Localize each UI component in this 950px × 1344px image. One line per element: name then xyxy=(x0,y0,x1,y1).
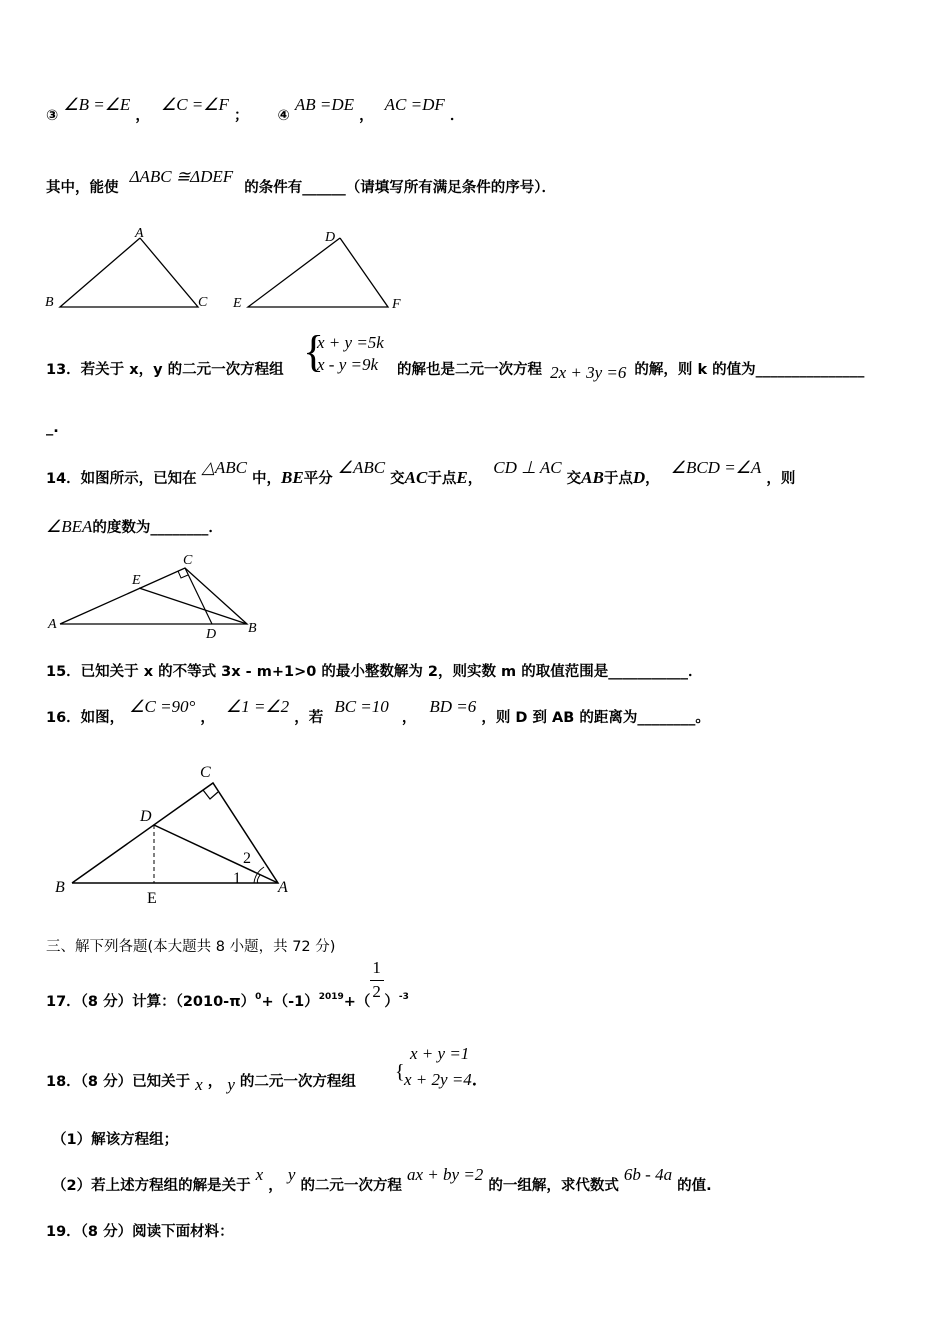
label-b: B xyxy=(248,621,257,636)
label-f: F xyxy=(392,297,401,312)
q14-angle-bcd: ∠BCD =∠A xyxy=(670,458,762,477)
label-1: 1 xyxy=(233,870,241,887)
label-b: B xyxy=(55,879,65,896)
q13-eq1: x + y =5k xyxy=(317,333,384,352)
q13-eq2: x - y =9k xyxy=(317,355,379,374)
figure-two-triangles xyxy=(40,225,420,320)
label-a: A xyxy=(135,226,144,241)
q12-pre: 其中，能使 xyxy=(46,180,119,196)
q14-perp: CD ⊥ AC xyxy=(493,458,562,477)
label-c: C xyxy=(200,764,211,781)
q13-system xyxy=(317,332,384,376)
circled-4: ④ xyxy=(277,108,290,124)
q14-ac: AC xyxy=(404,468,428,487)
q17-exp0: 0 xyxy=(255,992,262,1002)
q14-line2 xyxy=(46,516,223,537)
period: ． xyxy=(449,108,465,124)
q18-p2-pre: （2）若上述方程组的解是关于 xyxy=(52,1178,251,1194)
label-d: D xyxy=(140,808,152,825)
q18-p2-y: y xyxy=(287,1165,296,1184)
figure-q16-triangle xyxy=(50,755,310,915)
q17 xyxy=(46,958,409,1011)
q16-bd: BD =6 xyxy=(429,697,477,716)
q16-angles: ∠1 =∠2 xyxy=(225,697,290,716)
q14-angle-abc: ∠ABC xyxy=(337,458,386,477)
q16-post: ，则 D 到 AB 的距离为________。 xyxy=(481,710,710,726)
q17-fraction xyxy=(370,958,384,1006)
q17-exp2: -3 xyxy=(398,992,409,1002)
q13-brace: { xyxy=(303,327,325,376)
q14-t1: 中， xyxy=(252,471,281,487)
q18-part2 xyxy=(52,1165,712,1195)
sep: ， xyxy=(135,108,150,124)
q14-t4: 于点 xyxy=(427,471,457,487)
label-b: B xyxy=(45,295,54,310)
q13-rest xyxy=(397,358,865,382)
q18-system xyxy=(404,1043,489,1095)
q14-t7: 于点 xyxy=(603,471,633,487)
q15: 15．已知关于 x 的不等式 3x - m+1>0 的最小整数解为 2，则实数 m 的取值范围是___________． xyxy=(46,664,703,680)
q16-s2: ，若 xyxy=(294,710,324,726)
label-a: A xyxy=(278,879,288,896)
q14-t6: 交 xyxy=(566,471,582,487)
q17-mid2: +（ xyxy=(343,994,371,1010)
q14-line1 xyxy=(46,458,796,488)
q14-ab: AB xyxy=(581,468,604,487)
q14-t3: 交 xyxy=(390,471,405,487)
q17-den: 2 xyxy=(372,982,381,1001)
q14-e: E xyxy=(456,468,468,487)
q17-mid: +（-1） xyxy=(261,994,319,1010)
q18-p2-x: x xyxy=(255,1165,264,1184)
q18-p2-eq: ax + by =2 xyxy=(407,1165,484,1184)
q18-p2-mid: 的二元一次方程 xyxy=(300,1178,402,1194)
label-e: E xyxy=(233,296,242,311)
q16-angle-c: ∠C =90° xyxy=(129,697,196,716)
q14-t8: ， xyxy=(645,471,660,487)
label-d: D xyxy=(206,627,217,642)
label-d: D xyxy=(325,230,336,245)
q18-x: x xyxy=(195,1075,203,1094)
q18-mid: 的二元一次方程组 xyxy=(239,1074,356,1090)
expr-angle-b-eq-e: ∠B =∠E xyxy=(63,95,131,114)
q16-s1: ， xyxy=(200,710,215,726)
label-c: C xyxy=(183,553,193,568)
q16-pre: 16．如图， xyxy=(46,710,125,726)
sep: ； xyxy=(233,108,249,124)
q18-p2-sep: ， xyxy=(268,1178,283,1194)
label-a: A xyxy=(48,617,57,632)
q12-post: 的条件有______（请填写所有满足条件的序号）． xyxy=(244,180,556,196)
q14-t10: 的度数为________． xyxy=(92,520,223,536)
q18-p2-post: 的值. xyxy=(677,1178,712,1194)
q14-t2: 平分 xyxy=(303,471,333,487)
expr-angle-c-eq-f: ∠C =∠F xyxy=(160,95,229,114)
q14-tri: △ABC xyxy=(201,458,247,477)
q13-post: 的解，则 k 的值为_______________ xyxy=(634,362,865,378)
circled-3: ③ xyxy=(46,108,59,124)
q18-pre: 18．（8 分）已知关于 xyxy=(46,1074,191,1090)
q18-p2-mid2: 的一组解，求代数式 xyxy=(488,1178,619,1194)
congruence-expr: ΔABC ≅ΔDEF xyxy=(129,167,234,186)
q18-eq2: x + 2y =4 xyxy=(404,1070,472,1089)
q18 xyxy=(46,1070,356,1094)
q18-part1: （1）解该方程组； xyxy=(52,1132,179,1148)
q17-pre: 17．（8 分）计算：（2010-π） xyxy=(46,994,256,1010)
q18-y: y xyxy=(227,1075,235,1094)
q13-eq3: 2x + 3y =6 xyxy=(550,363,627,382)
q16 xyxy=(46,697,710,727)
q18-p2-expr: 6b - 4a xyxy=(623,1165,673,1184)
q18-end: ． xyxy=(471,1070,489,1089)
q13 xyxy=(46,358,284,379)
q14-be: BE xyxy=(281,468,304,487)
q18-sep: ， xyxy=(207,1074,223,1090)
q17-exp1: 2019 xyxy=(318,992,344,1002)
label-e: E xyxy=(132,573,141,588)
q13-pre: 13．若关于 x，y 的二元一次方程组 xyxy=(46,362,284,378)
q17-close: ） xyxy=(384,994,399,1010)
q14-angle-bea: ∠BEA xyxy=(46,517,93,536)
q17-num: 1 xyxy=(372,958,381,977)
expr-ac-eq-df: AC =DF xyxy=(384,95,445,114)
q14-t9: ，则 xyxy=(766,471,796,487)
q18-eq1: x + y =1 xyxy=(410,1044,470,1063)
q19: 19．（8 分）阅读下面材料： xyxy=(46,1224,234,1240)
q14-d: D xyxy=(632,468,646,487)
label-c: C xyxy=(198,295,208,310)
q14-t5: ， xyxy=(467,471,483,487)
expr-ab-eq-de: AB =DE xyxy=(294,95,355,114)
label-e: E xyxy=(147,890,157,907)
label-2: 2 xyxy=(243,850,251,867)
figure-q14-triangle xyxy=(45,550,275,640)
q18-brace: { xyxy=(395,1061,405,1083)
q12-prompt xyxy=(46,167,556,197)
q12-options-line xyxy=(46,95,465,125)
q16-bc: BC =10 xyxy=(334,697,389,716)
q13-mid: 的解也是二元一次方程 xyxy=(397,362,542,378)
q14-pre: 14．如图所示，已知在 xyxy=(46,471,197,487)
q13-tail: _. xyxy=(46,420,59,436)
q16-s3: ， xyxy=(401,710,417,726)
section-3-heading: 三、解下列各题(本大题共 8 小题，共 72 分) xyxy=(46,939,336,955)
fraction-bar xyxy=(370,980,384,981)
sep: ， xyxy=(359,108,374,124)
